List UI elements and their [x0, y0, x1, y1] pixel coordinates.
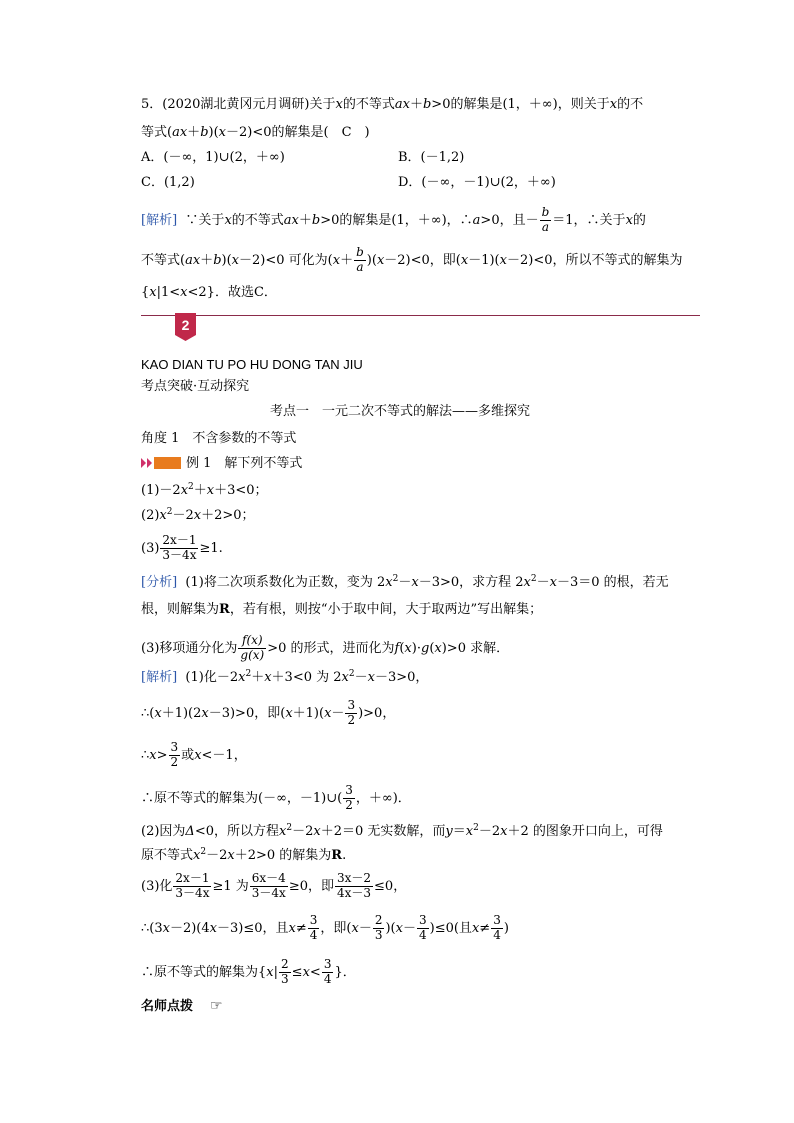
- denominator: 3－4x: [162, 547, 197, 562]
- var: x: [324, 705, 332, 721]
- var: x: [460, 252, 469, 268]
- text: ∴原不等式的解集为{: [141, 964, 267, 980]
- q5-line-2: [141, 126, 370, 139]
- var: x: [285, 705, 293, 721]
- text: －3>0，求方程 2: [418, 575, 524, 590]
- text: 5．(2020湖北黄冈元月调研)关于: [141, 97, 336, 112]
- text: |1<: [156, 285, 181, 300]
- var: x: [500, 824, 508, 839]
- numerator: b: [541, 205, 550, 219]
- denominator: a: [541, 219, 550, 234]
- text: (2): [141, 508, 160, 523]
- var: x: [149, 285, 157, 300]
- var: x: [224, 212, 232, 228]
- text: －: [398, 575, 412, 590]
- q5-solution-line-2: [141, 246, 683, 275]
- exponent: 2: [286, 823, 293, 833]
- denominator: 2: [345, 797, 353, 812]
- var: b: [311, 212, 321, 228]
- text: 等式(: [141, 125, 173, 140]
- fraction: [343, 784, 355, 813]
- text: －1)(: [468, 252, 500, 268]
- exponent: 2: [348, 669, 355, 679]
- text: －3>0，: [374, 670, 429, 685]
- text: 根，则解集为: [141, 602, 220, 617]
- fraction: [308, 914, 320, 943]
- arrow-1: [141, 458, 146, 468]
- var: x: [193, 848, 201, 863]
- fraction: [279, 958, 291, 987]
- solution-line-1: [141, 671, 428, 684]
- text: )(: [385, 920, 396, 936]
- denominator: 4: [323, 971, 332, 986]
- fraction: [335, 872, 373, 901]
- numerator: 3x－2: [336, 871, 372, 885]
- numerator: f(x): [238, 634, 266, 649]
- var: g: [420, 640, 430, 656]
- text: >0的解集是(1，＋∞)，则关于: [431, 97, 610, 112]
- fraction: [491, 914, 503, 943]
- hand-pointer-icon: ☞: [210, 998, 223, 1014]
- var: x: [302, 964, 310, 980]
- analysis-line-1: [141, 576, 669, 589]
- solution-line-5: [141, 825, 663, 838]
- var: x: [395, 920, 403, 936]
- var: x: [499, 252, 507, 268]
- text: 的不: [617, 97, 644, 112]
- var: b: [422, 97, 432, 112]
- section-badge: [175, 313, 196, 341]
- var: x: [625, 212, 633, 228]
- var: x: [385, 575, 393, 590]
- text: 的不等式: [342, 97, 395, 112]
- kaodian-title: 考点一 一元二次不等式的解法——多维探究: [270, 404, 531, 419]
- text: ，若有根，则按“小于取中间，大于取两边”写出解集；: [229, 602, 543, 617]
- var: x: [149, 747, 157, 763]
- var: x: [227, 848, 235, 863]
- text: )≤0(且: [429, 920, 472, 936]
- section-title: 考点突破·互动探究: [141, 379, 250, 394]
- text: <: [309, 964, 321, 980]
- var: x: [471, 920, 480, 936]
- fraction: [345, 699, 357, 728]
- var: x: [159, 508, 167, 523]
- text: －: [536, 575, 550, 590]
- fraction: [540, 206, 552, 235]
- exponent: 2: [166, 507, 173, 517]
- text: ≠: [295, 920, 307, 936]
- numerator: 3: [309, 913, 318, 927]
- text: ): [503, 920, 509, 936]
- denominator: 3－4x: [175, 885, 210, 900]
- numerator: b: [356, 245, 364, 259]
- var: x: [465, 824, 474, 839]
- solution-tag: [解析]: [141, 212, 178, 228]
- text: －2)<0，即(: [384, 252, 461, 268]
- text: －2)<0，所以不等式的解集为: [506, 252, 683, 268]
- fraction: [373, 914, 385, 943]
- denominator: 4: [493, 927, 501, 942]
- var: x: [404, 640, 412, 656]
- text: －2)<0的解集是( C ): [226, 125, 370, 140]
- denominator: a: [356, 259, 364, 274]
- fraction: [354, 246, 366, 275]
- analysis-line-2: [141, 603, 542, 616]
- numerator: 3: [419, 913, 427, 927]
- var: b: [213, 252, 222, 268]
- text: )>0，: [358, 705, 396, 721]
- numerator: 3: [347, 698, 356, 712]
- problem-3: [141, 534, 223, 563]
- solution-line-9: [141, 958, 356, 987]
- text: >: [156, 747, 168, 763]
- text: ≤0，: [374, 878, 407, 894]
- numerator: 3: [345, 783, 353, 797]
- text: －: [402, 920, 416, 936]
- numerator: 3: [323, 957, 332, 971]
- text: ＋1)(: [292, 705, 325, 721]
- text: )(: [221, 252, 232, 268]
- fraction: [322, 958, 334, 987]
- real-set-symbol: R: [331, 848, 343, 863]
- text: －3)≤0，且: [217, 920, 289, 936]
- text: ≥0，即: [288, 878, 334, 894]
- var: b: [200, 125, 209, 140]
- text: －3＝0 的根，若无: [556, 575, 669, 590]
- exponent: 2: [392, 574, 399, 584]
- solution-tag: [解析]: [141, 670, 178, 685]
- var: x: [201, 705, 209, 721]
- text: ，即(: [320, 920, 352, 936]
- text: (1)－2: [141, 483, 181, 498]
- var: a: [472, 212, 481, 228]
- text: <－1，: [201, 747, 247, 763]
- text: (: [429, 640, 435, 656]
- var: x: [335, 97, 343, 112]
- text: －: [354, 670, 368, 685]
- text: (3): [141, 540, 160, 556]
- var: x: [162, 920, 170, 936]
- text: (1)将二次项系数化为正数，变为 2: [185, 575, 386, 590]
- var: ax: [172, 125, 188, 140]
- example-label: 例 1 解下列不等式: [186, 456, 303, 471]
- q5-solution-line-1: [141, 206, 646, 235]
- text: )(: [208, 125, 219, 140]
- example-marker-icon: [141, 456, 181, 470]
- var: x: [376, 252, 385, 268]
- solution-line-7: [141, 872, 406, 901]
- text: ＋: [409, 97, 423, 112]
- var: f: [394, 640, 400, 656]
- exponent: 2: [473, 823, 479, 833]
- arrow-2: [147, 458, 152, 468]
- text: －: [331, 705, 345, 721]
- var: x: [313, 824, 321, 839]
- tip-label: 名师点拨: [141, 999, 194, 1014]
- text: (1)化－2: [185, 670, 239, 685]
- orange-bar: [154, 457, 181, 469]
- var: x: [193, 508, 202, 523]
- text: {: [141, 285, 150, 300]
- section-pinyin: KAO DIAN TU PO HU DONG TAN JIU: [141, 357, 363, 372]
- var: x: [367, 670, 375, 685]
- section-rule: [141, 315, 700, 316]
- var: x: [209, 920, 217, 936]
- real-set-symbol: R: [219, 602, 230, 617]
- text: ，＋∞)．: [355, 790, 411, 806]
- text: ＋2>0 的解集为: [234, 848, 332, 863]
- text: －: [358, 920, 372, 936]
- var: x: [206, 483, 215, 498]
- text: )·: [411, 640, 421, 656]
- text: ＋2＝0 无实数解，而: [320, 824, 446, 839]
- text: ＋2 的图象开口向上，可得: [507, 824, 663, 839]
- text: －2: [172, 508, 194, 523]
- text: 原不等式: [141, 848, 194, 863]
- text: ∴: [141, 747, 150, 763]
- badge-number: 2: [181, 317, 190, 333]
- exponent: 2: [530, 574, 537, 584]
- text: )(: [366, 252, 377, 268]
- solution-line-2: [141, 699, 395, 728]
- numerator: 3: [170, 740, 179, 754]
- text: .: [342, 848, 347, 863]
- denominator: 4x－3: [336, 885, 372, 900]
- text: 的: [632, 212, 646, 228]
- fraction: [169, 741, 181, 770]
- text: <2}．故选C．: [187, 285, 277, 300]
- option-c: C．(1,2): [141, 175, 195, 190]
- fraction: [238, 634, 266, 663]
- text: ＋: [193, 483, 207, 498]
- var: ax: [394, 97, 410, 112]
- var: x: [523, 575, 531, 590]
- text: }．: [334, 964, 356, 980]
- var: x: [351, 920, 359, 936]
- text: ＋: [340, 252, 354, 268]
- var: x: [278, 824, 287, 839]
- numerator: 2x－1: [175, 871, 210, 885]
- q5-line-1: [141, 98, 643, 111]
- text: 的不等式: [231, 212, 284, 228]
- denominator: 4: [419, 927, 427, 942]
- text: ＋2>0；: [201, 508, 255, 523]
- var: x: [609, 97, 618, 112]
- text: ＋3<0；: [214, 483, 268, 498]
- var: x: [231, 252, 240, 268]
- fraction: [417, 914, 429, 943]
- numerator: 2x－1: [162, 533, 197, 547]
- var: x: [341, 670, 349, 685]
- fraction: [173, 872, 211, 901]
- denominator: 4: [309, 927, 318, 942]
- denominator: 3: [281, 971, 289, 986]
- denominator: 3－4x: [251, 885, 286, 900]
- option-b: B．(－1,2): [398, 150, 465, 165]
- var: x: [288, 920, 296, 936]
- denominator: 2: [347, 712, 356, 727]
- var: x: [180, 483, 189, 498]
- exponent: 2: [245, 669, 252, 679]
- text: ≠: [479, 920, 491, 936]
- text: (2)因为: [141, 824, 186, 839]
- text: －2)(4: [169, 920, 210, 936]
- problem-2: [141, 509, 255, 522]
- text: ∵关于: [185, 212, 225, 228]
- text: ∴原不等式的解集为(－∞，－1)∪(: [141, 790, 343, 806]
- numerator: 3: [493, 913, 501, 927]
- text: ≥1.: [199, 540, 223, 556]
- text: ＋: [187, 125, 201, 140]
- option-a: A．(－∞，1)∪(2，＋∞): [141, 150, 285, 165]
- var: x: [434, 640, 442, 656]
- jiaodu-title: 角度 1 不含参数的不等式: [141, 431, 297, 446]
- text: >0 的形式，进而化为: [267, 640, 395, 656]
- text: ＝: [452, 824, 466, 839]
- text: ≤: [291, 964, 303, 980]
- solution-line-8: [141, 914, 509, 943]
- text: －2: [206, 848, 228, 863]
- exponent: 2: [188, 482, 194, 492]
- var: x: [238, 670, 246, 685]
- text: >0的解集是(1，＋∞)，∴: [320, 212, 473, 228]
- text: ≥1 为: [212, 878, 249, 894]
- var: x: [411, 575, 419, 590]
- text: －2: [478, 824, 501, 839]
- var: x: [194, 747, 202, 763]
- numerator: 2: [374, 913, 383, 927]
- text: (: [399, 640, 405, 656]
- numerator: 2: [281, 957, 289, 971]
- text: 或: [181, 747, 195, 763]
- text: ＋3<0 为 2: [271, 670, 342, 685]
- var: x: [180, 285, 188, 300]
- text: <0，所以方程: [194, 824, 279, 839]
- text: )>0 求解．: [441, 640, 510, 656]
- text: 不等式(: [141, 252, 186, 268]
- denominator: g(x): [240, 647, 265, 662]
- text: ∴(3: [141, 920, 163, 936]
- text: (3)移项通分化为: [141, 640, 238, 656]
- text: ＝1，∴关于: [552, 212, 626, 228]
- var: y: [445, 824, 453, 839]
- exponent: 2: [200, 847, 207, 857]
- fraction: [250, 872, 288, 901]
- var: x: [549, 575, 557, 590]
- denominator: 2: [170, 754, 179, 769]
- solution-line-6: [141, 849, 346, 862]
- solution-line-3: [141, 741, 247, 770]
- option-d: D．(－∞，－1)∪(2，＋∞): [398, 175, 556, 190]
- text: ＋: [200, 252, 214, 268]
- var: x: [154, 705, 162, 721]
- q5-solution-line-3: [141, 286, 277, 299]
- fraction: [160, 534, 198, 563]
- text: ∴(: [141, 705, 155, 721]
- numerator: 6x－4: [251, 871, 286, 885]
- var: x: [266, 964, 274, 980]
- text: |: [273, 964, 279, 980]
- var: x: [218, 125, 227, 140]
- analysis-tag: [分析]: [141, 575, 178, 590]
- text: ＋1)(2: [161, 705, 202, 721]
- text: ＋: [251, 670, 265, 685]
- var: x: [264, 670, 272, 685]
- solution-line-4: [141, 784, 411, 813]
- text: －2: [292, 824, 314, 839]
- text: －2)<0 可化为(: [239, 252, 333, 268]
- text: (3)化: [141, 878, 173, 894]
- var: Δ: [185, 824, 195, 839]
- problem-1: [141, 484, 268, 497]
- text: >0，且－: [480, 212, 539, 228]
- denominator: 3: [374, 927, 383, 942]
- var: ax: [283, 212, 299, 228]
- text: －3)>0，即(: [208, 705, 286, 721]
- text: ＋: [298, 212, 312, 228]
- var: ax: [185, 252, 201, 268]
- var: x: [332, 252, 341, 268]
- analysis-line-3: [141, 634, 509, 663]
